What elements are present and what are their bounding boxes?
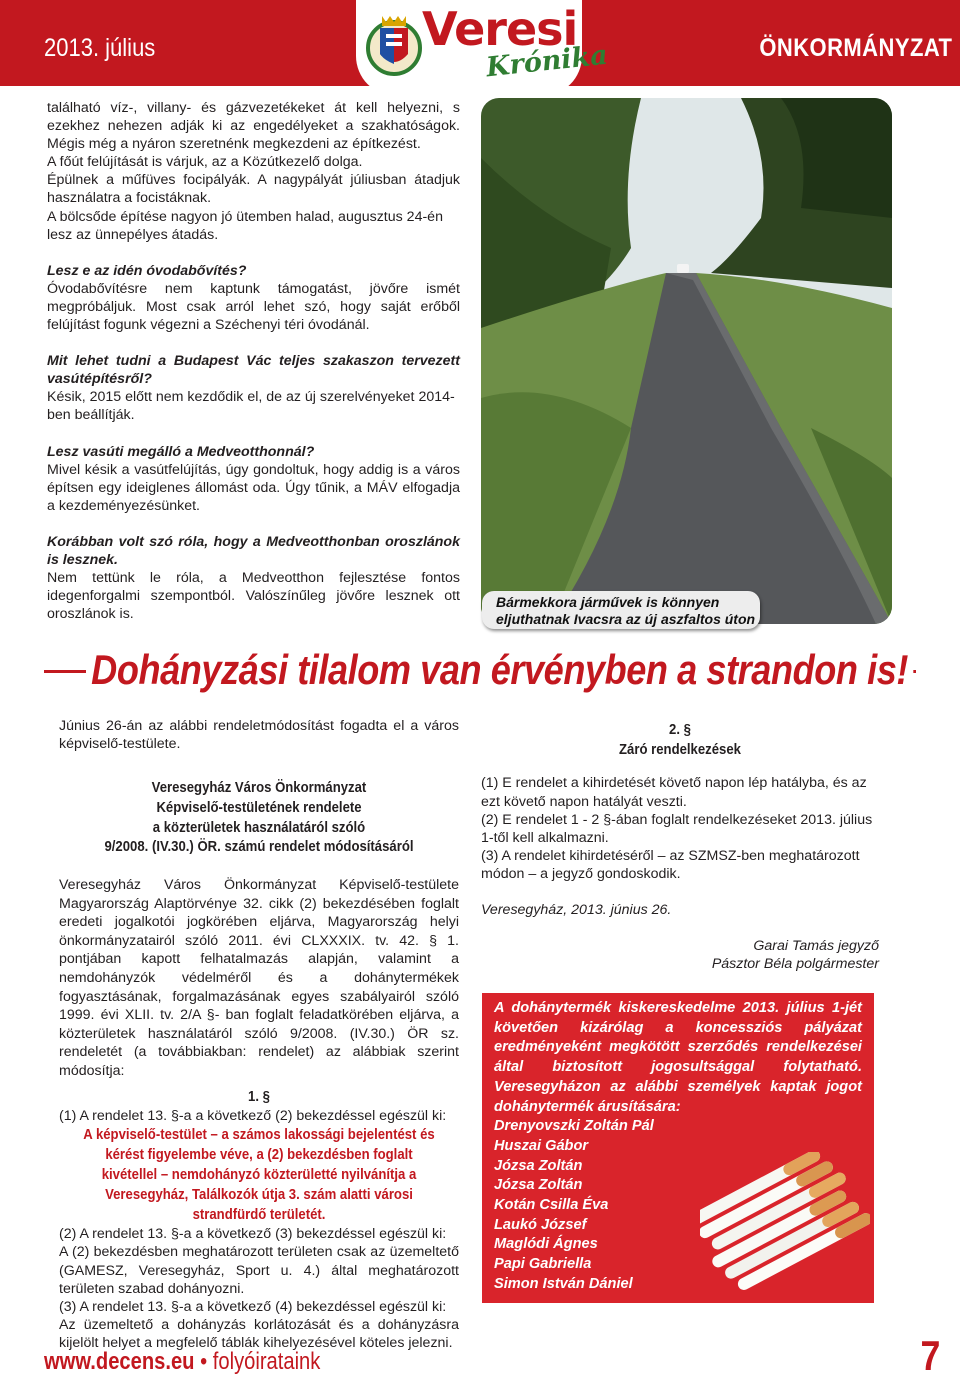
issue-date: 2013. július [44,34,156,62]
logo-name: Veresi [422,2,578,56]
closing-provision: (2) E rendelet 1 - 2 §-ában foglalt rendelkezéseket 2013. július 1-től kell alkalmazni. [481,811,873,846]
decree-title-line: 9/2008. (IV.30.) ÖR. számú rendelet módosításáról [104,839,414,856]
retailer-name: Drenyovszki Zoltán Pál [494,1118,654,1135]
retailer-name: Huszai Gábor [494,1137,589,1154]
decree-title-line: Veresegyház Város Önkormányzat [151,780,367,797]
retailer-name: Józsa Zoltán [494,1157,583,1174]
retailer-name: Papi Gabriella [494,1256,592,1273]
decree-item-text: Az üzemeltető a dohányzás korlátozását és a dohányzásra kijelölt helyet a megfelelő táblák kihelyezésével köteles jelezni. [59,1316,459,1351]
cigarettes-image [700,1152,870,1302]
photo-caption: Bármekkora járművek is könnyen eljuthatnak Ivacsra az új aszfaltos úton [482,591,760,629]
closing-provision: (3) A rendelet kihirdetéséről – az SZMSZ-ben meghatározott módon – a jegyző gondoskodik. [481,847,860,882]
footer-url[interactable]: www.decens.eu [44,1348,195,1375]
decree-intro: Június 26-án az alábbi rendeletmódosítást fogadta el a város képviselő-testülete. [59,718,459,753]
interview-answer: Mivel késik a vasútfelújítás, úgy gondoltuk, hogy addig is a város építsen egy ideiglenes állomást oda. Úgy tűnik, a MÁV elfogadja a kezdeményezésünket. [47,461,460,514]
retailer-name: Maglódi Ágnes [494,1236,598,1253]
retailer-name: Józsa Zoltán [494,1177,583,1194]
decree-item: (2) A rendelet 13. §-a a következő (3) bekezdéssel egészül ki: [59,1226,447,1243]
section-heading: 1. § [248,1088,270,1105]
intro-paragraph: Épülnek a műfüves focipályák. A nagypályát júliusban átadjuk használatra a focistáknak. [47,172,460,207]
road-photo [481,98,892,624]
page-number: 7 [920,1332,940,1379]
interview-question: Mit lehet tudni a Budapest Vác teljes szakaszon tervezett vasútépítésről? [47,353,460,388]
interview-question: Lesz vasúti megálló a Medveotthonnál? [47,443,315,460]
retailer-name: Laukó József [494,1216,587,1233]
intro-paragraph: található víz-, villany- és gázvezetékeket át kell helyezni, s ezekhez nehezen adják ki az engedélyeket a szakhatóságok. Mégis még a nyáron szeretnénk megkezdeni az építkezést. [47,100,460,153]
decree-preamble: Veresegyház Város Önkormányzat Képviselő-testülete Magyarország Alaptörvénye 32. cikk (2) bekezdésében foglalt eredeti jogalkotói jogkörében eljárva, Magyarország helyi önkormányzatairól szóló 2011. évi CLXXXIX. tv. 42. § 1. pontjában kapott felhatalmazás alapján, valamint a nemdohányzók védelméről és a dohánytermékek fogyasztásának, forgalmazásának egyes szabályairól szóló 1999. évi XLII. tv. 2/A §- ban foglalt feladatkörében eljárva, a közterületek használatáról szóló 9/2008. (IV.30.) ÖR sz. rendeletét (a továbbiakban: rendelet) az alábbiak szerint módosítja: [59,877,459,1079]
footer-separator: • [194,1348,213,1375]
decree-right [481,721,879,973]
decree-title [79,779,439,858]
decree-highlight: A képviselő-testület – a számos lakossági bejelentést és kérést figyelembe véve, a (2) bekezdésben foglalt kivétellel – nemdohányzó közterületté nyilvánítja a Veresegyház, Találkozók útja 3. szám alatti városi strandfürdő területét. [83,1127,435,1224]
decree-item-text: A (2) bekezdésben meghatározott területen csak az üzemeltető (GAMESZ, Veresegyház, Sport u. 4.) által meghatározott területen szabad dohányozni. [59,1244,459,1297]
crest-icon [366,6,422,90]
interview-answer: Óvodabővítésre nem kaptunk támogatást, jövőre ismét megpróbáljuk. Most csak arról lehet szó, hogy saját erőből felújítást fogunk végezni a Széchenyi téri óvodánál. [47,280,460,334]
retailers-intro: A dohánytermék kiskereskedelme 2013. július 1-jét követően kizárólag a koncessziós pályázat eredményeként megkötött szerződés rendelkezései által biztosított jogosultsággal folytatható. Veresegyházon az alábbi személyek kaptak jogot dohánytermék árusítására: [494,1000,862,1115]
section-heading: 2. § [669,722,691,738]
retailer-name: Kotán Csilla Éva [494,1197,609,1214]
intro-text [47,99,460,623]
signature: Garai Tamás jegyző [753,938,879,955]
logo-subtitle: Krónika [484,39,610,84]
section-title: Záró rendelkezések [619,741,741,758]
closing-provision: (1) E rendelet a kihirdetését követő napon lép hatályba, és az ezt követő napon hatályát veszti. [481,775,867,810]
decree-left [59,717,459,1352]
retailer-name: Simon István Dániel [494,1275,633,1292]
section-title: ÖNKORMÁNYZAT [758,34,952,62]
interview-question: Lesz e az idén óvodabővítés? [47,262,247,279]
decree-item: (1) A rendelet 13. §-a a következő (2) bekezdéssel egészül ki: [59,1108,447,1125]
decree-title-line: Képviselő-testületének rendelete [156,799,362,816]
decree-date: Veresegyház, 2013. június 26. [481,901,672,918]
interview-question: Korábban volt szó róla, hogy a Medveotthonban oroszlánok is lesznek. [47,533,460,568]
interview-answer: Késik, 2015 előtt nem kezdődik el, de az új szerelvényeket 2014-ben beállítják. [47,389,455,424]
footer-link[interactable] [44,1348,320,1376]
footer-journals-link[interactable]: folyóirataink [212,1348,321,1375]
masthead-logo [356,0,610,96]
signature: Pásztor Béla polgármester [711,956,879,973]
intro-paragraph: A bölcsőde építése nagyon jó ütemben halad, augusztus 24-én lesz az ünnepélyes átadás. [47,208,443,243]
decree-item: (3) A rendelet 13. §-a a következő (4) bekezdéssel egészül ki: [59,1298,447,1315]
intro-paragraph: A főút felújítását is várjuk, az a Közútkezelő dolga. [47,154,363,171]
article-headline: Dohányzási tilalom van érvényben a strandon is! [86,646,913,694]
interview-answer: Nem tettünk le róla, a Medveotthon fejlesztése fontos idegenforgalmi szempontból. Valószínűleg jövőre lesznek ott oroszlánok is. [47,570,460,623]
decree-title-line: a közterületek használatáról szóló [152,819,366,836]
